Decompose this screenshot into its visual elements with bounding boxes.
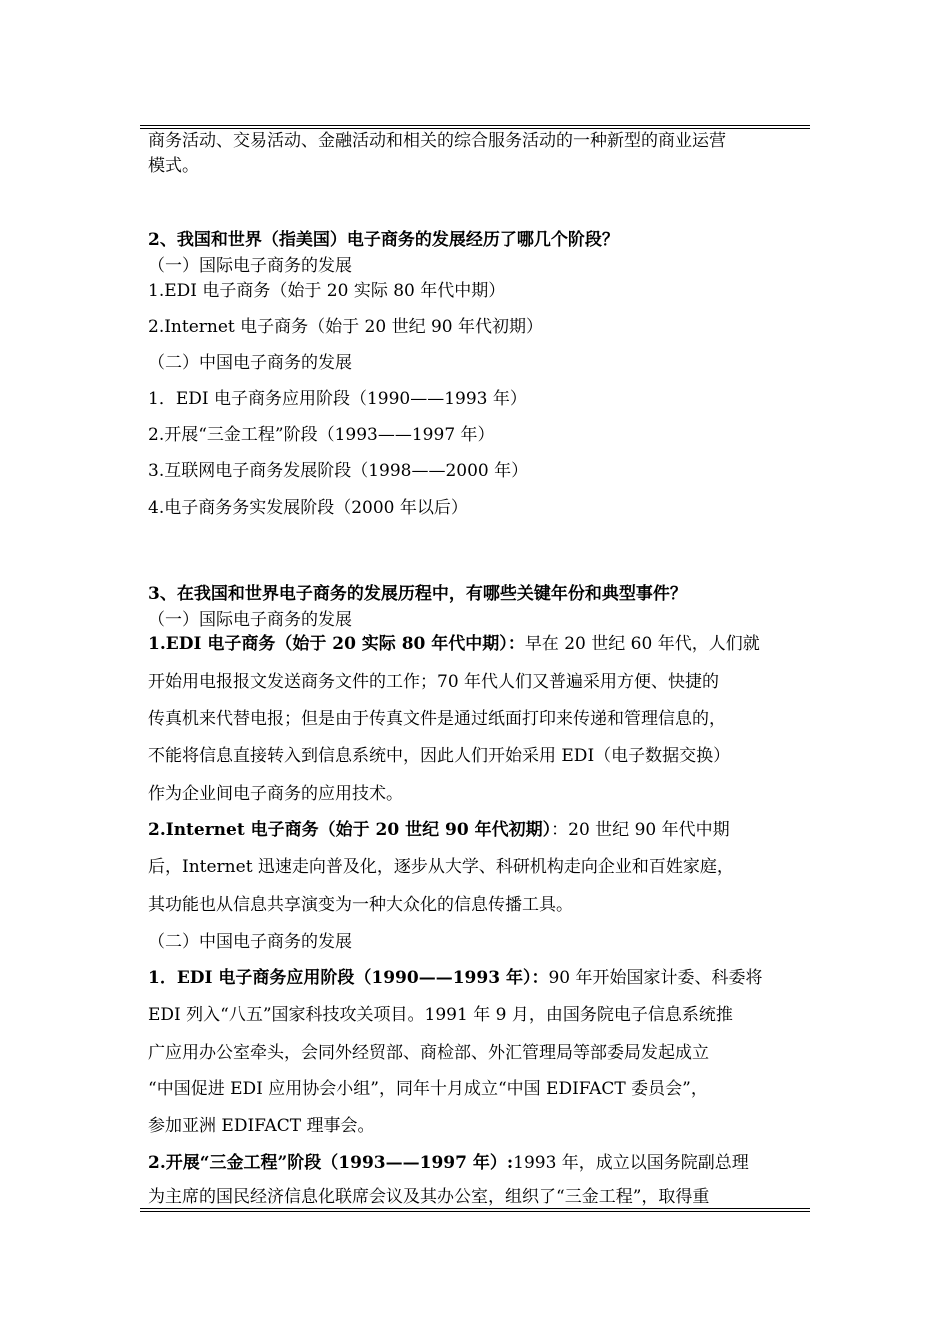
paragraph-text: 1993 年，成立以国务院副总理 [513, 1153, 749, 1173]
paragraph-line [148, 633, 760, 655]
footer-rule [140, 1208, 810, 1212]
paragraph-line: “中国促进 EDI 应用协会小组”，同年十月成立“中国 EDIFACT 委员会”， [148, 1079, 708, 1099]
paragraph-line: 广应用办公室牵头，会同外经贸部、商检部、外汇管理局等部委局发起成立 [148, 1043, 709, 1063]
section-heading-international: （一）国际电子商务的发展 [148, 256, 352, 276]
section-heading-international: （一）国际电子商务的发展 [148, 610, 352, 630]
paragraph-line: 开始用电报报文发送商务文件的工作；70 年代人们又普遍采用方便、快捷的 [148, 672, 720, 692]
label-separator: ： [507, 634, 525, 654]
paragraph-line [148, 1152, 749, 1174]
paragraph-line: 传真机来代替电报；但是由于传真文件是通过纸面打印来传递和管理信息的， [148, 709, 726, 729]
paragraph-text: 90 年开始国家计委、科委将 [548, 968, 763, 988]
paragraph-text: 20 世纪 90 年代中期 [568, 820, 730, 840]
question-2-title: 2、我国和世界（指美国）电子商务的发展经历了哪几个阶段？ [148, 230, 619, 250]
list-item: 3.互联网电子商务发展阶段（1998——2000 年） [148, 461, 529, 481]
question-3-title: 3、在我国和世界电子商务的发展历程中，有哪些关键年份和典型事件？ [148, 584, 687, 604]
paragraph-line: 参加亚洲 EDIFACT 理事会。 [148, 1116, 375, 1136]
paragraph-line: 为主席的国民经济信息化联席会议及其办公室，组织了“三金工程”，取得重 [148, 1187, 710, 1207]
list-item: 4.电子商务务实发展阶段（2000 年以后） [148, 498, 468, 518]
paragraph-line [148, 819, 730, 841]
label-separator: ： [551, 820, 569, 840]
intro-line: 商务活动、交易活动、金融活动和相关的综合服务活动的一种新型的商业运营 [148, 131, 726, 151]
list-item: 1.EDI 电子商务（始于 20 实际 80 年代中期） [148, 281, 506, 301]
list-item: 1．EDI 电子商务应用阶段（1990——1993 年） [148, 389, 527, 409]
paragraph-label: 1.EDI 电子商务（始于 20 实际 80 年代中期） [148, 634, 508, 654]
paragraph-line [148, 967, 763, 989]
paragraph-line: 后，Internet 迅速走向普及化，逐步从大学、科研机构走向企业和百姓家庭， [148, 857, 734, 877]
paragraph-line: 其功能也从信息共享演变为一种大众化的信息传播工具。 [148, 895, 573, 915]
list-item: 2.开展“三金工程”阶段（1993——1997 年） [148, 425, 495, 445]
paragraph-label: 2.Internet 电子商务（始于 20 世纪 90 年代初期） [148, 820, 552, 840]
paragraph-line: 不能将信息直接转入到信息系统中，因此人们开始采用 EDI（电子数据交换） [148, 746, 731, 766]
paragraph-label: 2.开展“三金工程”阶段（1993——1997 年）: [148, 1153, 514, 1173]
paragraph-line: EDI 列入“八五”国家科技攻关项目。1991 年 9 月，由国务院电子信息系统推 [148, 1005, 733, 1025]
paragraph-text: 早在 20 世纪 60 年代，人们就 [524, 634, 760, 654]
section-heading-china: （二）中国电子商务的发展 [148, 353, 352, 373]
paragraph-line: 作为企业间电子商务的应用技术。 [148, 784, 403, 804]
paragraph-label: 1．EDI 电子商务应用阶段（1990——1993 年）： [148, 968, 549, 988]
list-item: 2.Internet 电子商务（始于 20 世纪 90 年代初期） [148, 317, 544, 337]
intro-line: 模式。 [148, 156, 199, 176]
section-heading-china: （二）中国电子商务的发展 [148, 932, 352, 952]
header-rule [140, 125, 810, 129]
